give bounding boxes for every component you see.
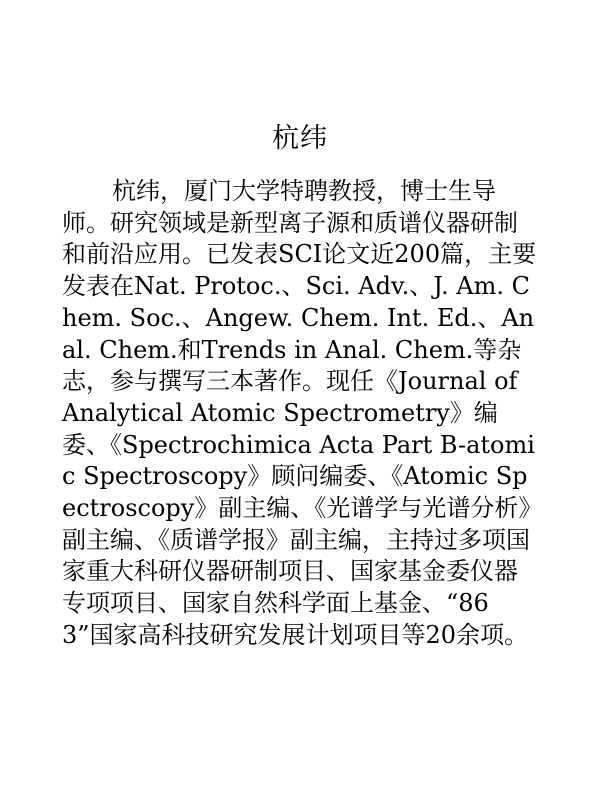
biography-paragraph: 杭纬，厦门大学特聘教授，博士生导师。研究领域是新型离子源和质谱仪器研制和前沿应用。已发表SCI论文近200篇，主要发表在Nat. Protoc.、Sci. Adv.、J. Am. Chem. Soc.、Angew. Chem. Int. Ed.、Anal. Chem.和Trends in Anal. Chem.等杂志，参与撰写三本著作。现任《Journal of Analytical Atomic Spectrometry》编委、《Spectrochimica Acta Part B-atomic Spectroscopy》顾问编委、《Atomic Spectroscopy》副主编、《光谱学与光谱分析》副主编、《质谱学报》副主编，主持过多项国家重大科研仪器研制项目、国家基金委仪器专项项目、国家自然科学面上基金、“863”国家高科技研究发展计划项目等20余项。 [62,177,537,649]
page-title: 杭纬 [272,123,328,154]
